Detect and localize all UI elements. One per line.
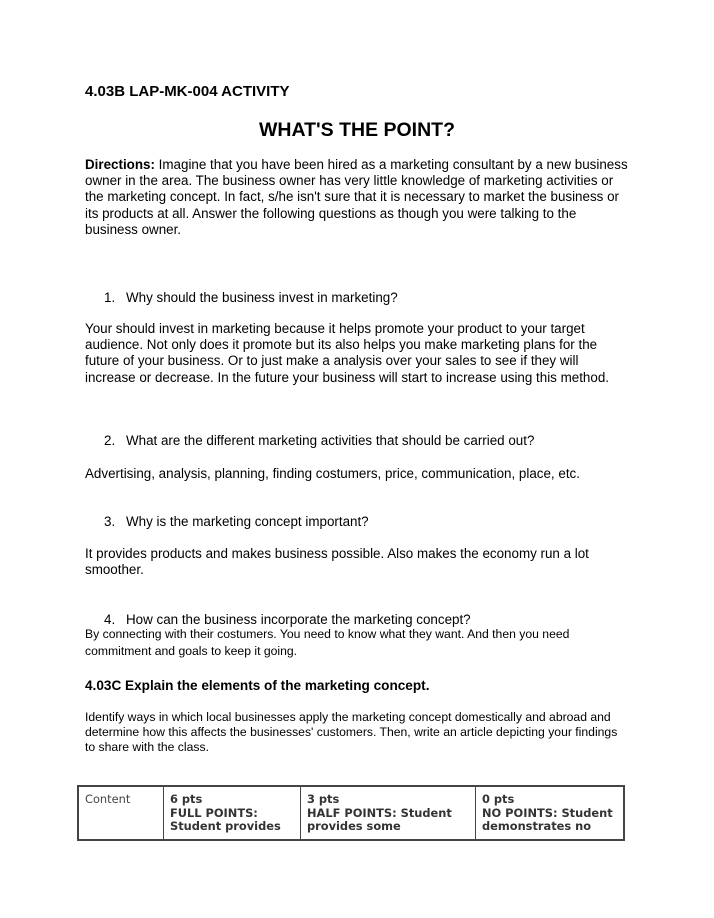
rubric-table — [77, 785, 625, 841]
question-number: 3. — [104, 514, 116, 529]
directions-paragraph — [85, 157, 630, 238]
rubric-cell-none — [476, 786, 625, 840]
rubric-pts: 0 pts — [482, 792, 515, 806]
rubric-desc: demonstrates no — [482, 819, 592, 834]
question-1 — [104, 290, 398, 305]
directions-label: Directions: — [85, 157, 155, 172]
directions-text: Imagine that you have been hired as a marketing consultant by a new business owner in the area. The business owner has very little knowledge of marketing activities or the marketing concept. In fact, s/he isn't sure that it is necessary to market the business or its products at all. Answer the following questions as though you were talking to the business owner. — [85, 157, 628, 237]
question-4 — [104, 612, 471, 627]
page-title: WHAT'S THE POINT? — [258, 119, 455, 141]
question-text: Why is the marketing concept important? — [126, 514, 369, 529]
activity-code-heading: 4.03B LAP-MK-004 ACTIVITY — [85, 83, 290, 100]
question-2 — [104, 433, 534, 448]
answer-4: By connecting with their costumers. You need to know what they want. And then you need commitment and goals to keep it going. — [85, 627, 570, 658]
question-3 — [104, 514, 369, 529]
question-number: 4. — [104, 612, 116, 627]
question-number: 2. — [104, 433, 116, 448]
section-c-heading: 4.03C Explain the elements of the marketing concept. — [85, 678, 430, 693]
rubric-desc: provides some — [307, 819, 401, 834]
rubric-pts: 3 pts — [307, 792, 340, 806]
rubric-desc: Student provides — [170, 819, 281, 834]
question-text: How can the business incorporate the marketing concept? — [126, 612, 471, 627]
rubric-cell-full — [164, 786, 301, 840]
rubric-row-label: Content — [78, 786, 164, 840]
question-number: 1. — [104, 290, 116, 305]
rubric-title: NO POINTS: Student — [482, 805, 613, 820]
rubric-cell-half — [301, 786, 476, 840]
question-text: What are the different marketing activities that should be carried out? — [126, 433, 535, 448]
answer-2: Advertising, analysis, planning, finding costumers, price, communication, place, etc. — [85, 466, 580, 481]
table-row — [78, 786, 624, 840]
answer-3: It provides products and makes business possible. Also makes the economy run a lot smoother. — [85, 546, 589, 578]
rubric-title: FULL POINTS: — [170, 805, 258, 820]
rubric-pts: 6 pts — [170, 792, 203, 806]
answer-1: Your should invest in marketing because it helps promote your product to your target audience. Not only does it promote but its also helps you make marketing plans for the future of your business. Or to just make a analysis over your sales to see if they will increase or decrease. In the future your business will start to increase using this method. — [85, 321, 609, 385]
question-text: Why should the business invest in marketing? — [126, 290, 398, 305]
rubric-title: HALF POINTS: Student — [307, 805, 452, 820]
section-c-text: Identify ways in which local businesses apply the marketing concept domestically and abroad and determine how this affects the businesses' customers. Then, write an article depicting your findings to share with the class. — [85, 710, 618, 755]
